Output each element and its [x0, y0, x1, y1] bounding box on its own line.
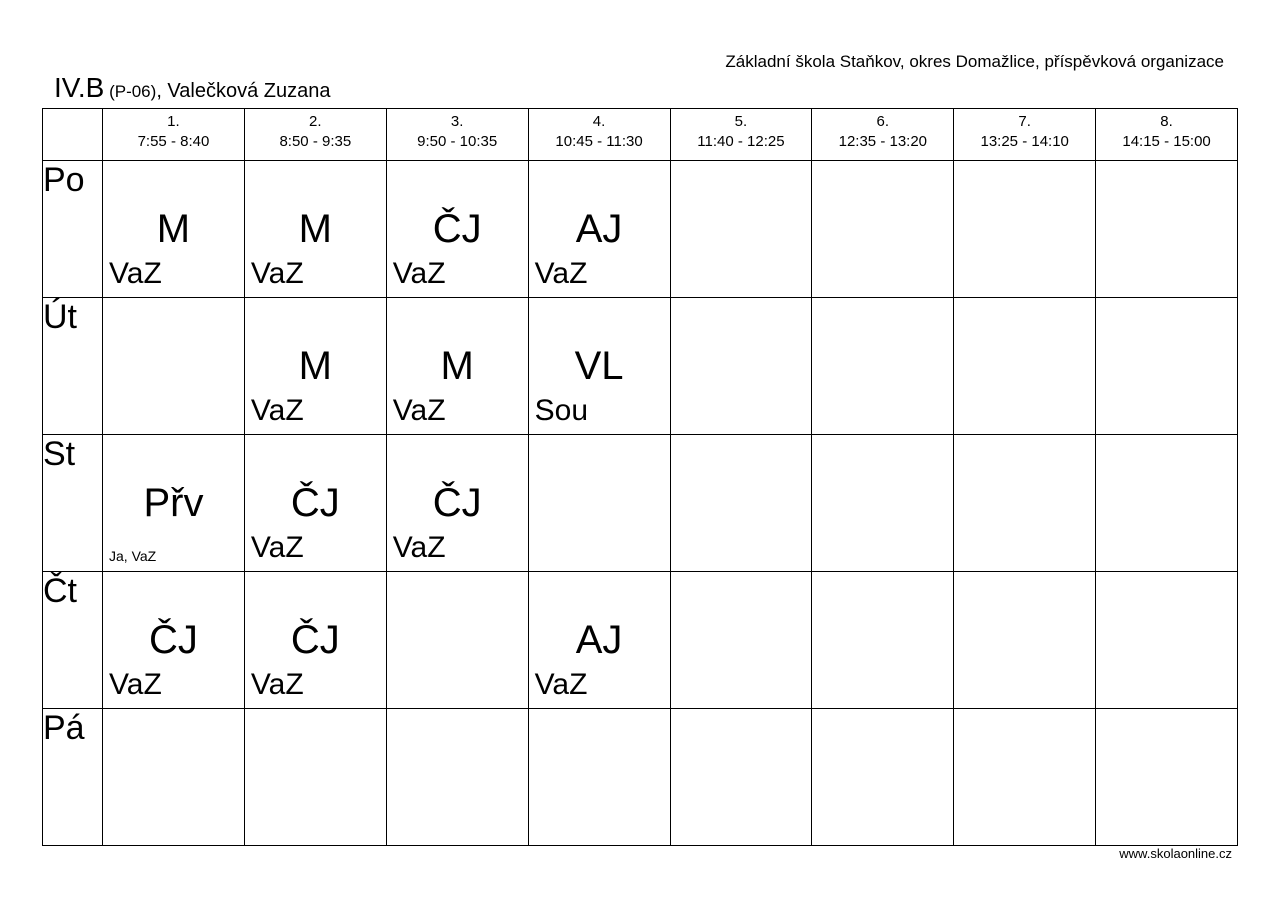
- period-number: 5.: [734, 113, 748, 130]
- period-time: 7:55 - 8:40: [137, 133, 210, 150]
- period-header: [812, 109, 954, 161]
- lesson-cell: [528, 572, 670, 709]
- lesson-cell: [103, 572, 245, 709]
- lesson-subject: ČJ: [432, 207, 482, 251]
- page-title: [54, 72, 330, 104]
- day-row: [43, 435, 1238, 572]
- period-header: [954, 109, 1096, 161]
- empty-cell: [670, 709, 812, 846]
- lesson-subject: M: [156, 207, 191, 251]
- lesson-teacher: VaZ: [534, 257, 588, 290]
- empty-cell: [670, 161, 812, 298]
- lesson-teacher: VaZ: [109, 257, 162, 290]
- lesson-subject: Přv: [143, 481, 204, 525]
- lesson-cell: [244, 572, 386, 709]
- empty-cell: [1096, 709, 1238, 846]
- period-time: 11:40 - 12:25: [697, 133, 785, 150]
- lesson-subject: M: [440, 344, 474, 388]
- period-number: 7.: [1018, 113, 1031, 130]
- lesson-subject: AJ: [575, 618, 623, 662]
- lesson-cell: [528, 161, 670, 298]
- lesson-cell: [244, 298, 386, 435]
- lesson-cell: [386, 435, 528, 572]
- day-row: [43, 298, 1238, 435]
- empty-cell: [386, 572, 528, 709]
- lesson-cell: [103, 435, 245, 572]
- footer-url: www.skolaonline.cz: [1119, 846, 1232, 861]
- period-number: 4.: [592, 113, 606, 130]
- period-time: 10:45 - 11:30: [555, 133, 643, 150]
- empty-cell: [103, 298, 245, 435]
- lesson-cell: [103, 161, 245, 298]
- period-header-row: [43, 109, 1238, 161]
- empty-cell: [812, 709, 954, 846]
- period-time: 14:15 - 15:00: [1122, 133, 1211, 150]
- empty-cell: [670, 572, 812, 709]
- period-time: 8:50 - 9:35: [279, 133, 352, 150]
- empty-cell: [812, 435, 954, 572]
- lesson-teacher: VaZ: [109, 668, 162, 701]
- period-time: 13:25 - 14:10: [980, 133, 1069, 150]
- empty-cell: [103, 709, 245, 846]
- timetable: [42, 108, 1238, 846]
- lesson-subject: M: [298, 207, 332, 251]
- lesson-cell: [244, 435, 386, 572]
- empty-cell: [954, 298, 1096, 435]
- lesson-teacher: Sou: [534, 394, 589, 427]
- period-number: 2.: [309, 113, 322, 130]
- lesson-cell: [528, 298, 670, 435]
- empty-cell: [528, 709, 670, 846]
- lesson-teacher: Ja, VaZ: [109, 548, 157, 564]
- lesson-subject: VL: [574, 344, 624, 388]
- day-row: [43, 709, 1238, 846]
- period-time: 9:50 - 10:35: [417, 133, 498, 150]
- empty-cell: [1096, 435, 1238, 572]
- period-header: [103, 109, 245, 161]
- lesson-subject: ČJ: [432, 481, 482, 525]
- period-number: 8.: [1160, 113, 1173, 130]
- lesson-teacher: VaZ: [392, 531, 446, 564]
- day-label: Pá: [43, 709, 103, 846]
- room-code: (P-06): [104, 82, 157, 101]
- lesson-subject: AJ: [575, 207, 623, 251]
- period-header: [670, 109, 812, 161]
- period-number: 6.: [876, 113, 890, 130]
- empty-cell: [954, 709, 1096, 846]
- empty-cell: [954, 435, 1096, 572]
- empty-cell: [812, 161, 954, 298]
- day-row: [43, 572, 1238, 709]
- lesson-teacher: VaZ: [250, 394, 304, 427]
- empty-cell: [1096, 161, 1238, 298]
- empty-cell: [528, 435, 670, 572]
- empty-cell: [670, 298, 812, 435]
- period-number: 1.: [167, 113, 180, 130]
- period-number: 3.: [450, 113, 464, 130]
- lesson-subject: M: [298, 344, 332, 388]
- day-label: Po: [43, 161, 103, 298]
- class-name: IV.B: [54, 72, 105, 103]
- lesson-subject: ČJ: [290, 618, 340, 662]
- empty-cell: [1096, 298, 1238, 435]
- corner-cell: [43, 109, 103, 161]
- period-header: [528, 109, 670, 161]
- class-teacher: , Valečková Zuzana: [156, 80, 331, 102]
- lesson-subject: ČJ: [290, 481, 340, 525]
- lesson-cell: [386, 298, 528, 435]
- lesson-teacher: VaZ: [392, 257, 446, 290]
- lesson-teacher: VaZ: [392, 394, 446, 427]
- empty-cell: [812, 572, 954, 709]
- lesson-cell: [244, 161, 386, 298]
- lesson-teacher: VaZ: [534, 668, 588, 701]
- period-header: [244, 109, 386, 161]
- day-row: [43, 161, 1238, 298]
- lesson-teacher: VaZ: [250, 668, 304, 701]
- lesson-cell: [386, 161, 528, 298]
- empty-cell: [670, 435, 812, 572]
- empty-cell: [954, 572, 1096, 709]
- empty-cell: [954, 161, 1096, 298]
- empty-cell: [386, 709, 528, 846]
- lesson-subject: ČJ: [148, 618, 198, 662]
- lesson-teacher: VaZ: [250, 257, 304, 290]
- day-label: Út: [43, 298, 103, 435]
- school-name: Základní škola Staňkov, okres Domažlice, příspěvková organizace: [725, 52, 1224, 71]
- period-header: [1096, 109, 1238, 161]
- lesson-teacher: VaZ: [250, 531, 304, 564]
- empty-cell: [1096, 572, 1238, 709]
- day-label: St: [43, 435, 103, 572]
- empty-cell: [812, 298, 954, 435]
- period-time: 12:35 - 13:20: [838, 133, 928, 150]
- period-header: [386, 109, 528, 161]
- empty-cell: [244, 709, 386, 846]
- day-label: Čt: [43, 572, 103, 709]
